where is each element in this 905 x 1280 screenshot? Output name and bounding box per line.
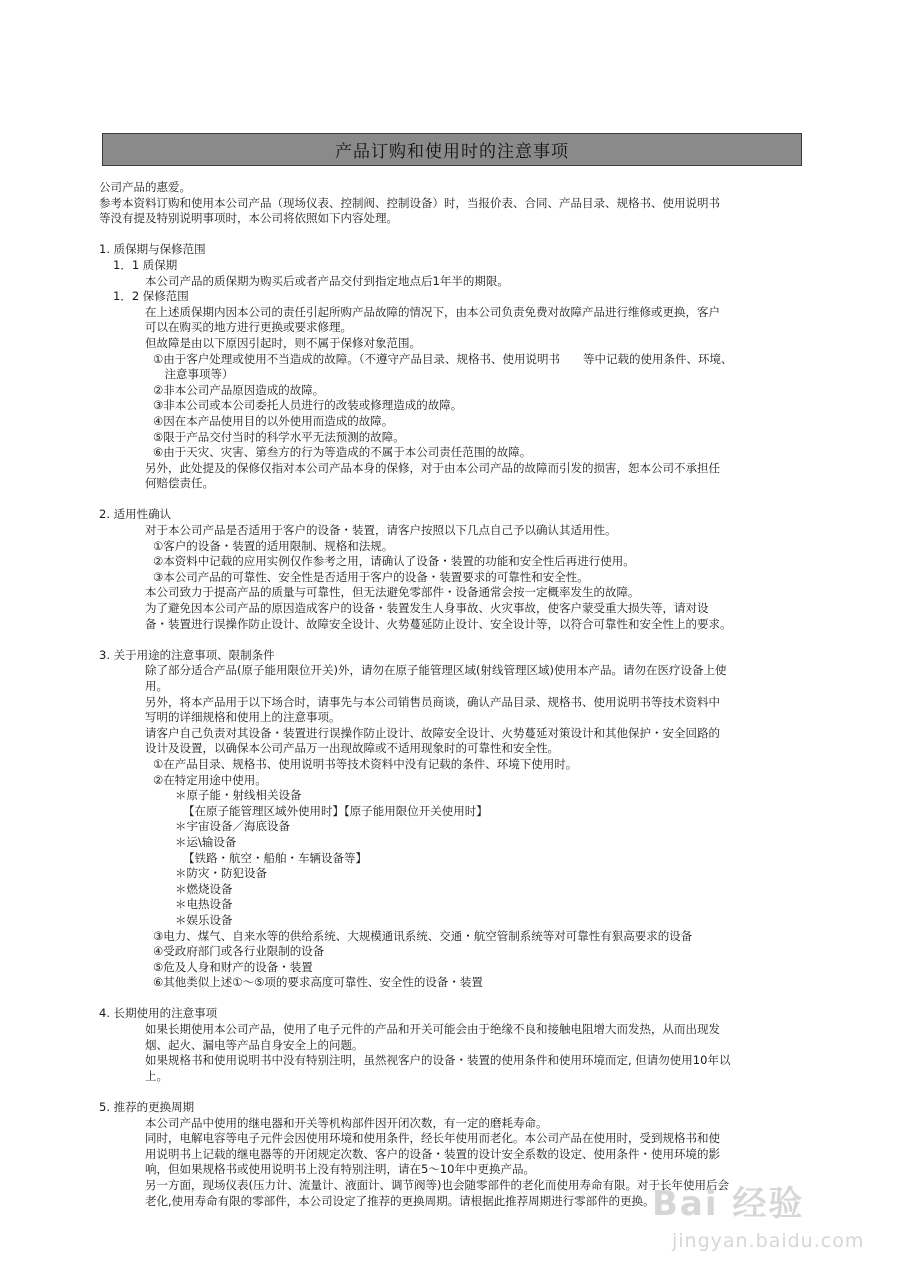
section-3-paragraph: 另外，将本产品用于以下场合时，请事先与本公司销售员商谈，确认产品目录、规格书、使用说明书等技术资料中 [145,694,720,709]
section-5-paragraph: 老化,使用寿命有限的零部件，本公司设定了推荐的更换周期。请根据此推荐周期进行零部件的更换。 [145,1193,655,1208]
section-5-paragraph: 响，但如果规格书或使用说明书上没有特别注明，请在5～10年中更换产品。 [145,1162,535,1177]
section-1-1-heading: 1．1 质保期 [113,257,178,272]
use-item: ＊宇宙设备／海底设备 [175,819,290,834]
section-3-paragraph: 用。 [145,679,168,693]
watermark-logo-text: Bai 经验 [652,1184,805,1224]
section-3-paragraph: 设计及设置，以确保本公司产品万一出现故障或不适用现象时的可靠性和安全性。 [145,741,559,756]
section-3-paragraph: 请客户自己负责对其设备・装置进行误操作防止设计、故障安全设计、火势蔓延对策设计和其他保护・安全回路的 [145,725,720,740]
list-item: ⑥其他类似上述①～⑤项的要求高度可靠性、安全性的设备・装置 [153,975,483,990]
use-item: ＊原子能・射线相关设备 [175,788,302,803]
use-note: 【在原子能管理区域外使用时】【原子能用限位开关使用时】 [183,803,488,818]
section-1-2-text: 在上述质保期内因本公司的责任引起所购产品故障的情况下，由本公司负责免费对故障产品进行维修或更换，客户 [145,304,720,319]
title-banner [102,133,802,166]
use-item: ＊燃烧设备 [175,881,233,896]
section-2-closing: 为了避免因本公司产品的原因造成客户的设备・装置发生人身事故、火灾事故，使客户蒙受重大损失等，请对设 [145,601,709,616]
list-item: ④受政府部门或各行业限制的设备 [153,944,325,959]
section-5-paragraph: 本公司产品中使用的继电器和开关等机构部件因开闭次数，有一定的磨耗寿命。 [145,1115,548,1130]
list-item: ②在特定用途中使用。 [153,772,267,787]
section-5-paragraph: 同时，电解电容等电子元件会因使用环境和使用条件，经长年使用而老化。本公司产品在使用时，受到规格书和使 [145,1131,720,1146]
use-note: 【铁路・航空・船舶・车辆设备等】 [183,850,367,865]
use-item: ＊防灾・防犯设备 [175,866,267,881]
section-4-paragraph: 如果长期使用本公司产品，使用了电子元件的产品和开关可能会由于绝缘不良和接触电阻增大而发热，从而出现发 [145,1022,720,1037]
section-1-closing: 何赔偿责任。 [145,476,214,491]
section-1-2-heading: 1．2 保修范围 [113,289,189,304]
list-item: ①由于客户处理或使用不当造成的故障。（不遵守产品目录、规格书、使用说明书 等中记载的使用条件、环境、 [153,351,733,366]
section-4-paragraph: 烟、起火、漏电等产品自身安全上的问题。 [145,1037,364,1052]
section-1-2-text: 可以在购买的地方进行更换或要求修理。 [145,320,352,335]
section-5-paragraph: 用说明书上记载的继电器等的开闭规定次数、客户的设备・装置的设计安全系数的设定、使用条件・使用环境的影 [145,1146,720,1161]
section-1-2-text: 但故障是由以下原因引起时，则不属于保修对象范围。 [145,335,421,350]
section-4-paragraph: 上。 [145,1068,168,1083]
intro-line: 公司产品的惠爱。 [99,180,191,194]
section-3-paragraph: 写明的详细规格和使用上的注意事项。 [145,710,341,725]
page-title: 产品订购和使用时的注意事项 [335,142,569,162]
section-5-heading: 5. 推荐的更换周期 [99,1100,195,1115]
section-4-paragraph: 如果规格书和使用说明书中没有特别注明，虽然视客户的设备・装置的使用条件和使用环境而定, 但请勿使用10年以 [145,1053,731,1068]
list-item: ③非本公司或本公司委托人员进行的改装或修理造成的故障。 [153,398,463,413]
document-body [99,180,811,1209]
list-item: ②非本公司产品原因造成的故障。 [153,382,325,397]
section-2-closing: 备・装置进行误操作防止设计、故障安全设计、火势蔓延防止设计、安全设计等，以符合可靠性和安全性上的要求。 [145,616,732,631]
list-item: ④因在本产品使用目的以外使用而造成的故障。 [153,413,394,428]
section-4-heading: 4. 长期使用的注意事项 [99,1006,218,1021]
section-3-heading: 3. 关于用途的注意事项、限制条件 [99,647,275,662]
section-3-paragraph: 除了部分适合产品(原子能用限位开关)外，请勿在原子能管理区域(射线管理区域)使用本产品。请勿在医疗设备上使 [145,663,727,678]
section-1-1-text: 本公司产品的质保期为购买后或者产品交付到指定地点后1年半的期限。 [145,273,509,288]
list-item: ⑤危及人身和财产的设备・装置 [153,959,313,974]
intro-line: 参考本资料订购和使用本公司产品（现场仪表、控制阀、控制设备）时，当报价表、合同、产品目录、规格书、使用说明书 [99,195,720,210]
intro-line: 等没有提及特别说明事项时，本公司将依照如下内容处理。 [99,211,398,226]
list-item: ⑤限于产品交付当时的科学水平无法预测的故障。 [153,429,405,444]
watermark-url: jingyan.baidu.com [672,1230,865,1252]
use-item: ＊娱乐设备 [175,912,233,927]
section-2-closing: 本公司致力于提高产品的质量与可靠性，但无法避免零部件・设备通常会按一定概率发生的故障。 [145,585,640,600]
section-5-paragraph: 另一方面，现场仪表(压力计、流量计、液面计、调节阀等)也会随零部件的老化而使用寿命有限。对于长年使用后会 [145,1178,729,1192]
list-item: ⑥由于天灾、灾害、第叁方的行为等造成的不属于本公司责任范围的故障。 [153,445,532,460]
use-item: ＊运\输设备 [175,834,237,849]
list-item: ①在产品目录、规格书、使用说明书等技术资料中没有记载的条件、环境下使用时。 [153,756,578,771]
use-item: ＊电热设备 [175,897,233,912]
section-1-heading: 1. 质保期与保修范围 [99,242,206,257]
section-2-heading: 2. 适用性确认 [99,507,172,522]
section-2-lead: 对于本公司产品是否适用于客户的设备・装置，请客户按照以下几点自己予以确认其适用性。 [145,523,617,538]
list-item: ②本资料中记载的应用实例仅作参考之用，请确认了设备・装置的功能和安全性后再进行使用。 [153,554,635,569]
list-item: ③本公司产品的可靠性、安全性是否适用于客户的设备・装置要求的可靠性和安全性。 [153,569,589,584]
section-1-closing: 另外，此处提及的保修仅指对本公司产品本身的保修，对于由本公司产品的故障而引发的损害，恕本公司不承担任 [145,460,720,475]
list-item: ①客户的设备・装置的适用限制、规格和法规。 [153,538,394,553]
list-item: ③电力、煤气、自来水等的供给系统、大规模通讯系统、交通・航空管制系统等对可靠性有狠高要求的设备 [153,928,693,943]
list-item: 注意事项等） [153,367,234,382]
